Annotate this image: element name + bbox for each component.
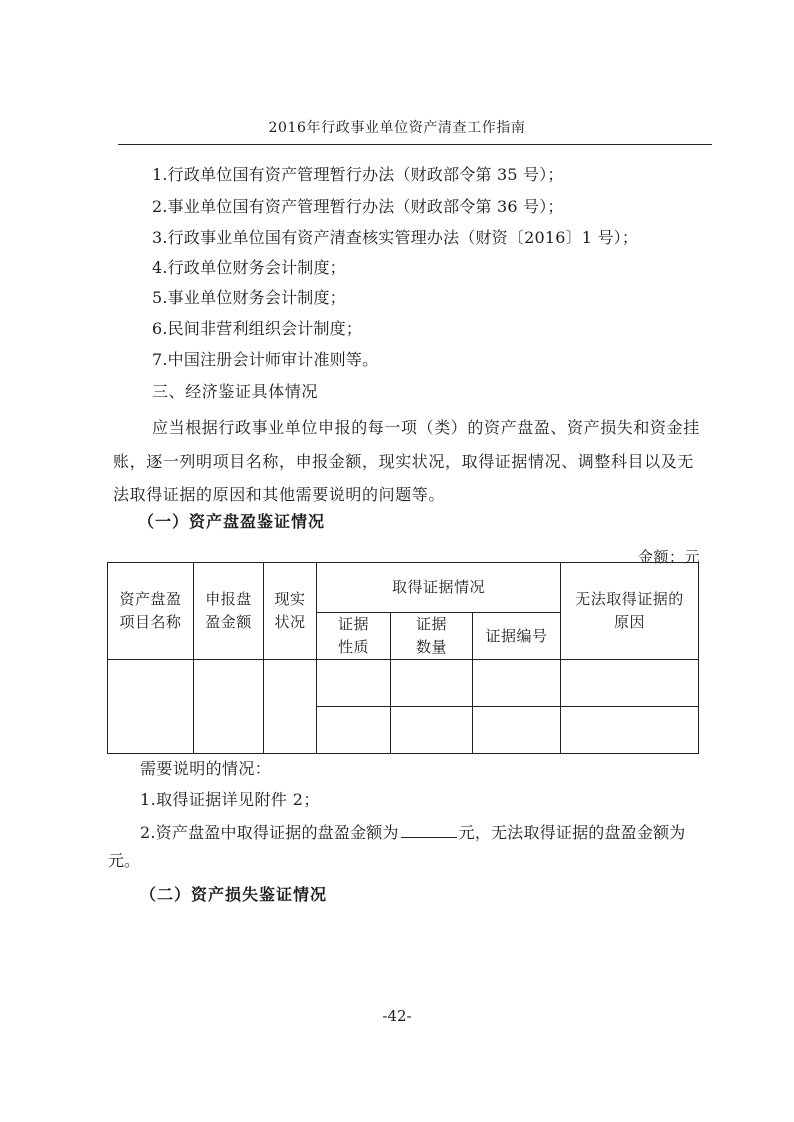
header-line: 申报盘 <box>205 590 252 608</box>
header-line: 性质 <box>337 638 369 656</box>
table-cell <box>264 660 317 754</box>
subsection-heading: （一）资产盘盈鉴证情况 <box>138 512 326 531</box>
header-rule <box>118 144 712 145</box>
header-line: 取得证据情况 <box>392 578 486 596</box>
table-cell <box>391 707 473 754</box>
header-cell-evidence-nature <box>317 613 391 660</box>
header-line: 数量 <box>415 638 447 656</box>
reference-item: 2.事业单位国有资产管理暂行办法（财政部令第 36 号）； <box>152 197 564 216</box>
paragraph-line: 法取得证据的原因和其他需要说明的问题等。 <box>113 485 446 504</box>
note-text: 2.资产盘盈中取得证据的盘盈金额为 <box>140 823 399 842</box>
header-line: 证据 <box>337 615 369 633</box>
note-text: 元，无法取得证据的盘盈金额为 <box>458 823 686 842</box>
reference-item: 1.行政单位国有资产管理暂行办法（财政部令第 35 号）； <box>152 165 564 184</box>
fill-in-blank <box>401 823 457 838</box>
header-line: 资产盘盈 <box>119 590 182 608</box>
subsection-heading: （二）资产损失鉴证情况 <box>140 885 328 904</box>
header-line: 状况 <box>274 613 306 631</box>
header-cell-no-evidence-reason <box>561 563 699 660</box>
table-cell <box>317 707 391 754</box>
header-line: 无法取得证据的 <box>575 590 684 608</box>
table-cell <box>194 660 264 754</box>
paragraph-line: 账，逐一列明项目名称，申报金额，现实状况，取得证据情况、调整科目以及无 <box>113 452 695 471</box>
reference-item: 3.行政事业单位国有资产清查核实管理办法（财资〔2016〕1 号）； <box>152 228 639 247</box>
reference-item: 6.民间非营利组织会计制度； <box>152 319 363 338</box>
table-cell <box>561 660 699 707</box>
header-cell-current-status <box>264 563 317 660</box>
table-cell <box>391 660 473 707</box>
section-heading: 三、经济鉴证具体情况 <box>152 382 319 401</box>
running-header-title: 2016年行政事业单位资产清查工作指南 <box>268 120 526 136</box>
header-line: 现实 <box>274 590 306 608</box>
header-line: 盈金额 <box>205 613 252 631</box>
header-line: 证据 <box>415 615 447 633</box>
note-item <box>140 823 685 843</box>
table-cell <box>108 660 194 754</box>
header-line: 原因 <box>614 613 646 631</box>
reference-item: 5.事业单位财务会计制度； <box>152 288 346 307</box>
table-cell <box>473 660 561 707</box>
amount-unit-note: 金额：元 <box>637 548 700 566</box>
header-line: 项目名称 <box>119 613 182 631</box>
header-cell-item-name <box>108 563 194 660</box>
table-cell <box>473 707 561 754</box>
page-number: -42- <box>382 1007 412 1025</box>
notes-heading: 需要说明的情况： <box>140 759 272 778</box>
header-cell-evidence-group <box>317 563 561 613</box>
note-item: 1.取得证据详见附件 2； <box>140 790 320 809</box>
header-line: 证据编号 <box>485 626 548 645</box>
table-cell <box>317 660 391 707</box>
header-cell-evidence-number <box>473 613 561 660</box>
reference-item: 4.行政单位财务会计制度； <box>152 258 346 277</box>
reference-item: 7.中国注册会计师审计准则等。 <box>152 350 379 369</box>
table-cell <box>561 707 699 754</box>
asset-surplus-table <box>107 562 699 754</box>
paragraph-line: 应当根据行政事业单位申报的每一项（类）的资产盘盈、资产损失和资金挂 <box>152 418 700 437</box>
header-cell-declared-amount <box>194 563 264 660</box>
header-cell-evidence-quantity <box>391 613 473 660</box>
note-continuation: 元。 <box>108 851 141 870</box>
